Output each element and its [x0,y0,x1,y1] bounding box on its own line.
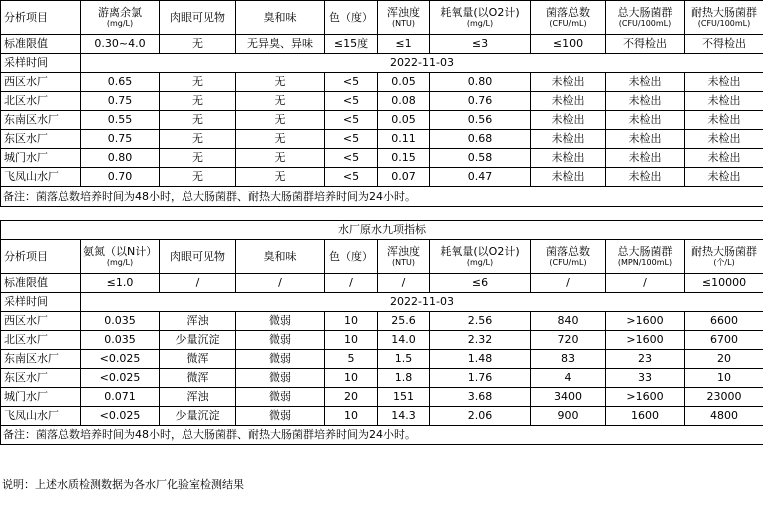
footer-note: 说明：上述水质检测数据为各水厂化验室检测结果 [2,478,244,491]
table-cell: 微弱 [236,388,325,407]
table-cell: 微浑 [160,369,236,388]
table-cell: 微弱 [236,331,325,350]
table-cell: 标准限值 [1,274,81,293]
table-cell: 23 [606,350,685,369]
table-cell: ≤1.0 [81,274,160,293]
table-cell: 无 [160,130,236,149]
table-cell: 1.8 [378,369,430,388]
table-cell: 无 [160,149,236,168]
table-cell: >1600 [606,388,685,407]
table-cell: <5 [325,92,378,111]
table-cell: 6700 [685,331,763,350]
table-cell: 0.70 [81,168,160,187]
table-row [1,407,763,426]
plant-name-cell: 飞凤山水厂 [1,168,81,187]
sampling-row [1,54,763,73]
table-cell: 未检出 [531,168,606,187]
table-row [1,369,763,388]
table-cell: <0.025 [81,407,160,426]
table-cell: 20 [685,350,763,369]
table-cell: 未检出 [685,149,763,168]
header-cell: 臭和味 [236,1,325,35]
table-cell: / [236,274,325,293]
table-cell: 0.56 [430,111,531,130]
table-cell: 浑浊 [160,388,236,407]
table-cell: 未检出 [531,149,606,168]
table-cell: 4 [531,369,606,388]
raw-water-table [0,220,763,445]
table-cell: <5 [325,130,378,149]
table-title: 水厂原水九项指标 [1,221,763,240]
plant-name-cell: 东区水厂 [1,130,81,149]
table-cell: 6600 [685,312,763,331]
table-cell: 无 [236,73,325,92]
table-cell: 1600 [606,407,685,426]
table-cell: ≤100 [531,35,606,54]
table-cell: 151 [378,388,430,407]
table-row [1,111,763,130]
header-cell: 耗氧量(以O2计) (mg/L) [430,1,531,35]
table-cell: 无 [236,92,325,111]
plant-name-cell: 城门水厂 [1,149,81,168]
table-cell: 无 [160,92,236,111]
plant-name-cell: 城门水厂 [1,388,81,407]
table-cell: 不得检出 [685,35,763,54]
header-cell: 分析项目 [1,1,81,35]
sampling-label: 采样时间 [1,54,81,73]
table-cell: 未检出 [685,130,763,149]
table-cell: 0.65 [81,73,160,92]
title-row [1,221,763,240]
table-cell: 微弱 [236,407,325,426]
table-cell: 无 [236,130,325,149]
table-cell: <0.025 [81,350,160,369]
table-cell: 0.76 [430,92,531,111]
finished-water-table [0,0,763,207]
table-cell: 10 [325,369,378,388]
table-cell: 未检出 [531,130,606,149]
note-row [1,187,763,207]
table-cell: 0.47 [430,168,531,187]
plant-name-cell: 北区水厂 [1,331,81,350]
plant-name-cell: 东南区水厂 [1,350,81,369]
table-cell: 0.58 [430,149,531,168]
header-cell: 总大肠菌群 (CFU/100mL) [606,1,685,35]
table-cell: / [531,274,606,293]
header-cell: 耐热大肠菌群 (CFU/100mL) [685,1,763,35]
table-row [1,73,763,92]
table-cell: ≤15度 [325,35,378,54]
table-cell: 未检出 [531,73,606,92]
table-row [1,149,763,168]
table-cell: / [378,274,430,293]
table-cell: 0.05 [378,73,430,92]
header-cell: 耗氧量(以O2计) (mg/L) [430,240,531,274]
table-cell: <5 [325,111,378,130]
table-cell: 不得检出 [606,35,685,54]
table-cell: 10 [325,331,378,350]
table-cell: 0.75 [81,92,160,111]
plant-name-cell: 飞凤山水厂 [1,407,81,426]
table-cell: ≤10000 [685,274,763,293]
table-cell: 微浑 [160,350,236,369]
table-cell: / [325,274,378,293]
header-cell: 肉眼可见物 [160,1,236,35]
table-cell: 5 [325,350,378,369]
table-cell: 无 [160,111,236,130]
raw-water-rows [1,312,763,426]
table-cell: 2.06 [430,407,531,426]
table-cell: 0.80 [81,149,160,168]
table-cell: 少量沉淀 [160,331,236,350]
table-cell: 23000 [685,388,763,407]
table-cell: 未检出 [531,92,606,111]
table-row [1,388,763,407]
table-cell: 少量沉淀 [160,407,236,426]
table-cell: 微弱 [236,350,325,369]
header-cell: 臭和味 [236,240,325,274]
note-row [1,426,763,445]
plant-name-cell: 西区水厂 [1,73,81,92]
table-cell: 14.3 [378,407,430,426]
table-cell: 3400 [531,388,606,407]
table-cell: 0.15 [378,149,430,168]
table-row [1,331,763,350]
table-cell: 未检出 [685,92,763,111]
table-cell: <0.025 [81,369,160,388]
table-cell: 33 [606,369,685,388]
sampling-date: 2022-11-03 [81,293,763,312]
table-cell: 未检出 [606,92,685,111]
header-cell: 浑浊度 (NTU) [378,240,430,274]
table-cell: 4800 [685,407,763,426]
sampling-label: 采样时间 [1,293,81,312]
header-cell: 分析项目 [1,240,81,274]
table-cell: 0.80 [430,73,531,92]
table-cell: 0.30~4.0 [81,35,160,54]
table-cell: 840 [531,312,606,331]
limits-row [1,35,763,54]
table-row [1,312,763,331]
table-cell: / [606,274,685,293]
table-cell: 标准限值 [1,35,81,54]
table-cell: <5 [325,168,378,187]
table-cell: 未检出 [685,73,763,92]
header-row [1,1,763,35]
header-cell: 浑浊度 (NTU) [378,1,430,35]
table-cell: 无 [236,149,325,168]
header-cell: 总大肠菌群 (MPN/100mL) [606,240,685,274]
table-cell: 未检出 [685,168,763,187]
table-cell: ≤6 [430,274,531,293]
table-cell: 1.48 [430,350,531,369]
finished-water-rows [1,73,763,187]
table-cell: 未检出 [685,111,763,130]
table-row [1,350,763,369]
table-cell: 2.56 [430,312,531,331]
plant-name-cell: 东区水厂 [1,369,81,388]
table-cell: 0.08 [378,92,430,111]
table-cell: 10 [685,369,763,388]
table-cell: 无异臭、异味 [236,35,325,54]
table-cell: 0.11 [378,130,430,149]
table-cell: 0.68 [430,130,531,149]
table-cell: ≤1 [378,35,430,54]
table-cell: 1.76 [430,369,531,388]
table-cell: 900 [531,407,606,426]
table-cell: 未检出 [606,111,685,130]
table-cell: 无 [236,168,325,187]
table-cell: 无 [236,111,325,130]
table-cell: 0.05 [378,111,430,130]
limits-row [1,274,763,293]
header-cell: 菌落总数 (CFU/mL) [531,240,606,274]
table-cell: 0.035 [81,312,160,331]
table-cell: 未检出 [606,130,685,149]
table-cell: 0.55 [81,111,160,130]
plant-name-cell: 北区水厂 [1,92,81,111]
table-cell: 720 [531,331,606,350]
table-cell: 3.68 [430,388,531,407]
header-cell: 色（度） [325,240,378,274]
header-cell: 肉眼可见物 [160,240,236,274]
table-cell: 未检出 [606,168,685,187]
table-cell: 25.6 [378,312,430,331]
sampling-date: 2022-11-03 [81,54,763,73]
table-cell: 0.035 [81,331,160,350]
table-cell: >1600 [606,331,685,350]
table-cell: 微弱 [236,369,325,388]
table-row [1,130,763,149]
header-cell: 游离余氯 (mg/L) [81,1,160,35]
plant-name-cell: 东南区水厂 [1,111,81,130]
table-cell: 83 [531,350,606,369]
table-cell: >1600 [606,312,685,331]
table-cell: 未检出 [531,111,606,130]
table-cell: 未检出 [606,73,685,92]
table-row [1,168,763,187]
table-cell: 0.75 [81,130,160,149]
table-cell: 1.5 [378,350,430,369]
header-row [1,240,763,274]
table-cell: 10 [325,407,378,426]
table-cell: 20 [325,388,378,407]
table-cell: 无 [160,35,236,54]
header-cell: 氨氮（以N计） (mg/L) [81,240,160,274]
table-cell: <5 [325,149,378,168]
table-cell: 2.32 [430,331,531,350]
table-cell: 14.0 [378,331,430,350]
table-row [1,92,763,111]
table-cell: 浑浊 [160,312,236,331]
header-cell: 色（度） [325,1,378,35]
header-cell: 耐热大肠菌群 (个/L) [685,240,763,274]
table-cell: 0.07 [378,168,430,187]
table-cell: <5 [325,73,378,92]
table-cell: 0.071 [81,388,160,407]
note-text: 备注：菌落总数培养时间为48小时，总大肠菌群、耐热大肠菌群培养时间为24小时。 [1,426,763,445]
sampling-row [1,293,763,312]
header-cell: 菌落总数 (CFU/mL) [531,1,606,35]
table-cell: 无 [160,73,236,92]
table-cell: 无 [160,168,236,187]
table-cell: / [160,274,236,293]
table-cell: 微弱 [236,312,325,331]
note-text: 备注：菌落总数培养时间为48小时，总大肠菌群、耐热大肠菌群培养时间为24小时。 [1,187,763,207]
table-cell: 10 [325,312,378,331]
table-cell: 未检出 [606,149,685,168]
plant-name-cell: 西区水厂 [1,312,81,331]
table-cell: ≤3 [430,35,531,54]
